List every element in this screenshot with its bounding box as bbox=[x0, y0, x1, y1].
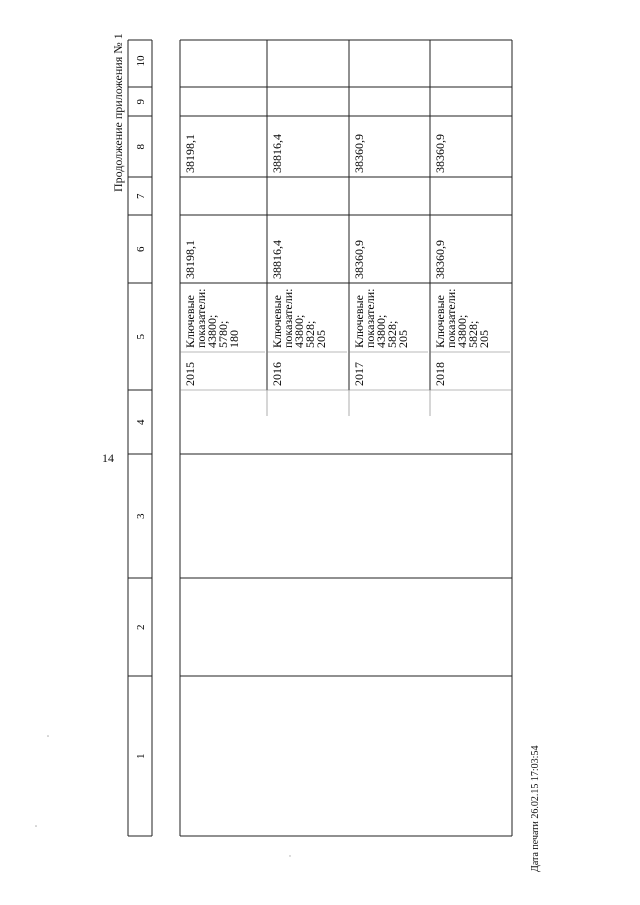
indicators-line: 43800; bbox=[205, 314, 219, 348]
amount-col6: 38816,4 bbox=[270, 240, 284, 279]
column-number-3: 3 bbox=[135, 513, 147, 519]
amount-col8: 38198,1 bbox=[183, 134, 197, 173]
amount-col6: 38360,9 bbox=[433, 240, 447, 279]
scan-speck bbox=[47, 735, 49, 737]
scan-speck bbox=[35, 825, 37, 827]
indicators-line: 205 bbox=[396, 330, 410, 348]
page-number: 14 bbox=[102, 451, 114, 465]
year-cell: 2016 bbox=[270, 362, 284, 386]
indicators-line: 205 bbox=[477, 330, 491, 348]
year-cell: 2017 bbox=[352, 362, 366, 386]
column-number-9: 9 bbox=[135, 99, 147, 105]
amount-col6: 38360,9 bbox=[352, 240, 366, 279]
column-number-5: 5 bbox=[135, 334, 147, 340]
scan-specks bbox=[35, 735, 290, 857]
indicators-line: 43800; bbox=[292, 314, 306, 348]
indicators-line: показатели: bbox=[444, 288, 458, 348]
amount-col8: 38360,9 bbox=[352, 134, 366, 173]
indicators-line: 180 bbox=[227, 330, 241, 348]
indicators-line: Ключевые bbox=[352, 295, 366, 348]
indicators-line: 43800; bbox=[455, 314, 469, 348]
column-number-8: 8 bbox=[135, 144, 147, 150]
indicators-line: 5828; bbox=[303, 320, 317, 348]
year-cell: 2018 bbox=[433, 362, 447, 386]
amount-col8: 38360,9 bbox=[433, 134, 447, 173]
indicators-line: Ключевые bbox=[183, 295, 197, 348]
column-number-6: 6 bbox=[135, 246, 147, 252]
indicators-line: показатели: bbox=[363, 288, 377, 348]
column-number-header bbox=[135, 55, 147, 759]
indicators-line: Ключевые bbox=[270, 295, 284, 348]
indicators-line: 5780; bbox=[216, 320, 230, 348]
column-number-4: 4 bbox=[135, 419, 147, 425]
indicators-line: 43800; bbox=[374, 314, 388, 348]
print-date-footer: Дата печати 26.02.15 17:03:54 bbox=[530, 745, 541, 872]
scan-speck bbox=[289, 855, 290, 856]
year-cell: 2015 bbox=[183, 362, 197, 386]
column-number-10: 10 bbox=[135, 55, 147, 67]
amount-col6: 38198,1 bbox=[183, 240, 197, 279]
indicators-line: 5828; bbox=[385, 320, 399, 348]
amount-col8: 38816,4 bbox=[270, 134, 284, 173]
column-number-7: 7 bbox=[135, 193, 147, 199]
appendix-continuation-title: Продолжение приложения № 1 bbox=[111, 33, 125, 192]
indicators-line: показатели: bbox=[281, 288, 295, 348]
indicators-line: 5828; bbox=[466, 320, 480, 348]
table-body bbox=[183, 134, 491, 386]
column-number-1: 1 bbox=[135, 753, 147, 759]
table-grid bbox=[128, 40, 512, 836]
indicators-line: показатели: bbox=[194, 288, 208, 348]
indicators-line: Ключевые bbox=[433, 295, 447, 348]
column-number-2: 2 bbox=[135, 624, 147, 630]
indicators-line: 205 bbox=[314, 330, 328, 348]
